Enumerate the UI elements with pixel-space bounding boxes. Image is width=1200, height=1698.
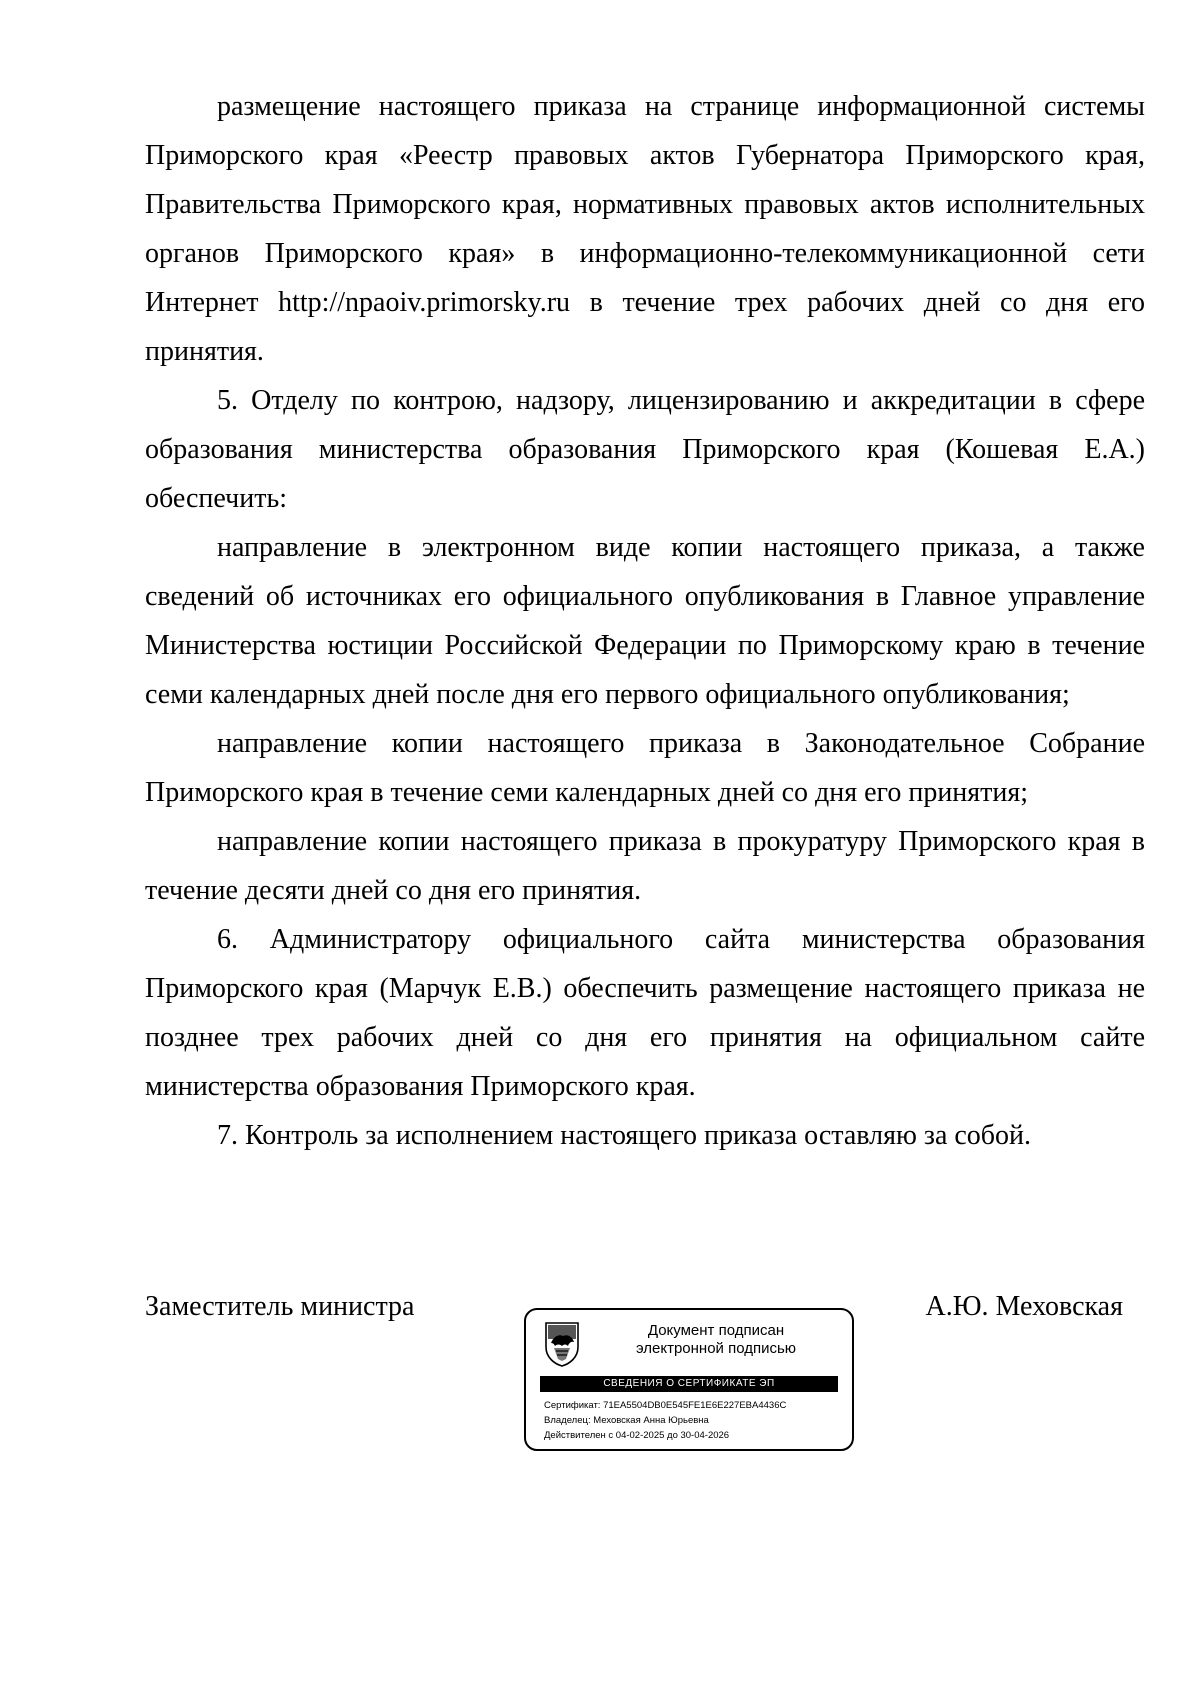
paragraph-item-7: 7. Контроль за исполнением настоящего приказа оставляю за собой. [217,1120,1032,1151]
paragraph-legislative-assembly: направление копии настоящего приказа в Законодательное Собрание Приморского края в течение семи календарных дней со дня его принятия; [145,728,1145,808]
signatory-name: А.Ю. Меховская [925,1291,1123,1322]
electronic-signature-stamp [524,1308,854,1451]
paragraph-prosecutor: направление копии настоящего приказа в прокуратуру Приморского края в течение десяти дней со дня его принятия. [145,826,1145,906]
signature-block [0,1287,1200,1457]
stamp-heading-line1: Документ подписан [647,1322,785,1339]
certificate-details [544,1398,786,1443]
certificate-number: Сертификат: 71EA5504DB0E545FE1E6E227EBA4436C [544,1400,787,1411]
paragraph-publication-registry: размещение настоящего приказа на странице информационной системы Приморского края «Реестр правовых актов Губернатора Приморского края, Правительства Приморского края, нормативных правовых актов исполнительных органов Приморского края» в информационно-телекоммуникационной сети Интернет http://npaoiv.primorsky.ru в течение трех рабочих дней со дня его принятия. [145,91,1145,367]
paragraph-ministry-justice: направление в электронном виде копии настоящего приказа, а также сведений об источниках его официального опубликования в Главное управление Министерства юстиции Российской Федерации по Приморскому краю в течение семи календарных дней после дня его первого официального опубликования; [145,532,1145,710]
stamp-heading-line2: электронной подписью [635,1340,797,1357]
stamp-heading [586,1322,846,1358]
certificate-validity: Действителен с 04-02-2025 до 30-04-2026 [544,1430,730,1441]
paragraph-item-5: 5. Отделу по контрою, надзору, лицензированию и аккредитации в сфере образования министерства образования Приморского края (Кошевая Е.А.) обеспечить: [145,385,1145,514]
coat-of-arms-icon [544,1321,580,1367]
certificate-info-bar: СВЕДЕНИЯ О СЕРТИФИКАТЕ ЭП [540,1376,838,1392]
signatory-title: Заместитель министра [145,1291,415,1322]
document-body [145,82,1145,1160]
paragraph-item-6: 6. Администратору официального сайта министерства образования Приморского края (Марчук Е.В.) обеспечить размещение настоящего приказа не позднее трех рабочих дней со дня его принятия на официальном сайте министерства образования Приморского края. [145,924,1145,1102]
certificate-owner: Владелец: Меховская Анна Юрьевна [544,1415,709,1426]
